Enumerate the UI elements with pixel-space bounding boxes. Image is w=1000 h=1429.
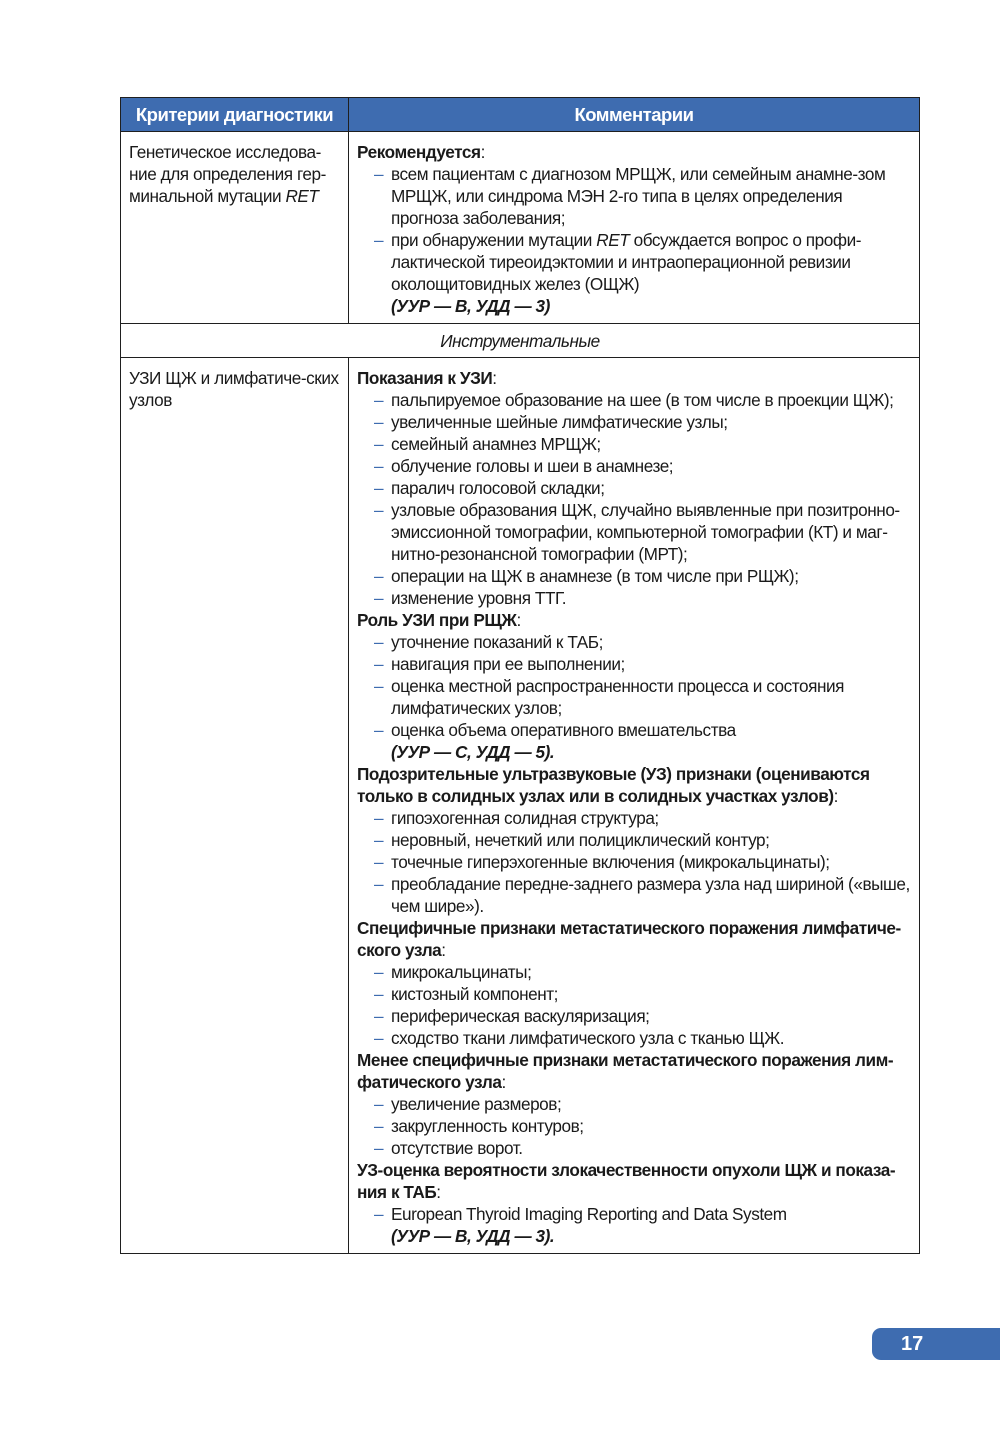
list-item: – оценка местной распространенности процесса и состояния лимфатических узлов; bbox=[357, 675, 913, 719]
header-comments: Комментарии bbox=[349, 98, 920, 132]
bullet-list bbox=[357, 389, 913, 609]
criterion-cell: УЗИ ЩЖ и лимфатиче-ских узлов bbox=[121, 358, 349, 1254]
list-item: – периферическая васкуляризация; bbox=[357, 1005, 913, 1027]
bullet-list bbox=[357, 631, 913, 741]
section-label: Инструментальные bbox=[121, 324, 920, 358]
list-item: – семейный анамнез МРЩЖ; bbox=[357, 433, 913, 455]
bullet-list bbox=[357, 807, 913, 917]
list-item: – кистозный компонент; bbox=[357, 983, 913, 1005]
list-item: – неровный, нечеткий или полициклический контур; bbox=[357, 829, 913, 851]
page-number: 17 bbox=[872, 1328, 1000, 1360]
list-item: – увеличение размеров; bbox=[357, 1093, 913, 1115]
bullet-list bbox=[357, 1203, 913, 1225]
group-heading: Менее специфичные признаки метастатического поражения лим-фатического узла: bbox=[357, 1050, 894, 1092]
group-heading: Показания к УЗИ: bbox=[357, 368, 497, 388]
list-item: – при обнаружении мутации RET обсуждается вопрос о профи-лактической тиреоидэктомии и интраоперационной ревизии околощитовидных желез (ОЩЖ) bbox=[357, 229, 913, 295]
criterion-text: Генетическое исследова-ние для определения гер-минальной мутации bbox=[129, 142, 326, 206]
list-item: – уточнение показаний к ТАБ; bbox=[357, 631, 913, 653]
group-heading: УЗ-оценка вероятности злокачественности опухоли ЩЖ и показа-ния к ТАБ: bbox=[357, 1160, 896, 1202]
list-item: – точечные гиперэхогенные включения (микрокальцинаты); bbox=[357, 851, 913, 873]
list-item: – облучение головы и шеи в анамнезе; bbox=[357, 455, 913, 477]
list-item: – отсутствие ворот. bbox=[357, 1137, 913, 1159]
evidence-level: (УУР — В, УДД — 3) bbox=[391, 296, 550, 316]
list-item: – оценка объема оперативного вмешательства bbox=[357, 719, 913, 741]
evidence-level: (УУР — С, УДД — 5). bbox=[391, 742, 555, 762]
list-item: – операции на ЩЖ в анамнезе (в том числе при РЩЖ); bbox=[357, 565, 913, 587]
bullet-list bbox=[357, 163, 913, 295]
list-item: – узловые образования ЩЖ, случайно выявленные при позитронно-эмиссионной томографии, компьютерной томографии (КТ) и маг-нитно-резонансной томографии (МРТ); bbox=[357, 499, 913, 565]
bullet-list bbox=[357, 961, 913, 1049]
bullet-list bbox=[357, 1093, 913, 1159]
list-item: – закругленность контуров; bbox=[357, 1115, 913, 1137]
list-item: – микрокальцинаты; bbox=[357, 961, 913, 983]
list-item: – навигация при ее выполнении; bbox=[357, 653, 913, 675]
list-item: – European Thyroid Imaging Reporting and Data System bbox=[357, 1203, 913, 1225]
list-item: – преобладание передне-заднего размера узла над шириной («выше, чем шире»). bbox=[357, 873, 913, 917]
header-criteria: Критерии диагностики bbox=[121, 98, 349, 132]
criterion-italic: RET bbox=[285, 186, 319, 206]
list-item: – гипоэхогенная солидная структура; bbox=[357, 807, 913, 829]
table-row bbox=[121, 358, 920, 1254]
list-item: – увеличенные шейные лимфатические узлы; bbox=[357, 411, 913, 433]
list-item: – сходство ткани лимфатического узла с тканью ЩЖ. bbox=[357, 1027, 913, 1049]
comment-cell bbox=[349, 358, 920, 1254]
list-item: – паралич голосовой складки; bbox=[357, 477, 913, 499]
group-heading: Рекомендуется: bbox=[357, 142, 485, 162]
section-row bbox=[121, 324, 920, 358]
table-header-row bbox=[121, 98, 920, 132]
group-heading: Специфичные признаки метастатического поражения лимфатиче-ского узла: bbox=[357, 918, 901, 960]
table-row bbox=[121, 132, 920, 324]
recommendations-table bbox=[120, 97, 920, 1254]
group-heading: Роль УЗИ при РЩЖ: bbox=[357, 610, 521, 630]
group-heading: Подозрительные ультразвуковые (УЗ) признаки (оцениваются только в солидных узлах или в солидных участках узлов): bbox=[357, 764, 870, 806]
criterion-cell bbox=[121, 132, 349, 324]
evidence-level: (УУР — В, УДД — 3). bbox=[391, 1226, 555, 1246]
list-item: – пальпируемое образование на шее (в том числе в проекции ЩЖ); bbox=[357, 389, 913, 411]
list-item: – всем пациентам с диагнозом МРЩЖ, или семейным анамне-зом МРЩЖ, или синдрома МЭН 2-го типа в целях определения прогноза заболевания; bbox=[357, 163, 913, 229]
list-item: – изменение уровня ТТГ. bbox=[357, 587, 913, 609]
comment-cell bbox=[349, 132, 920, 324]
